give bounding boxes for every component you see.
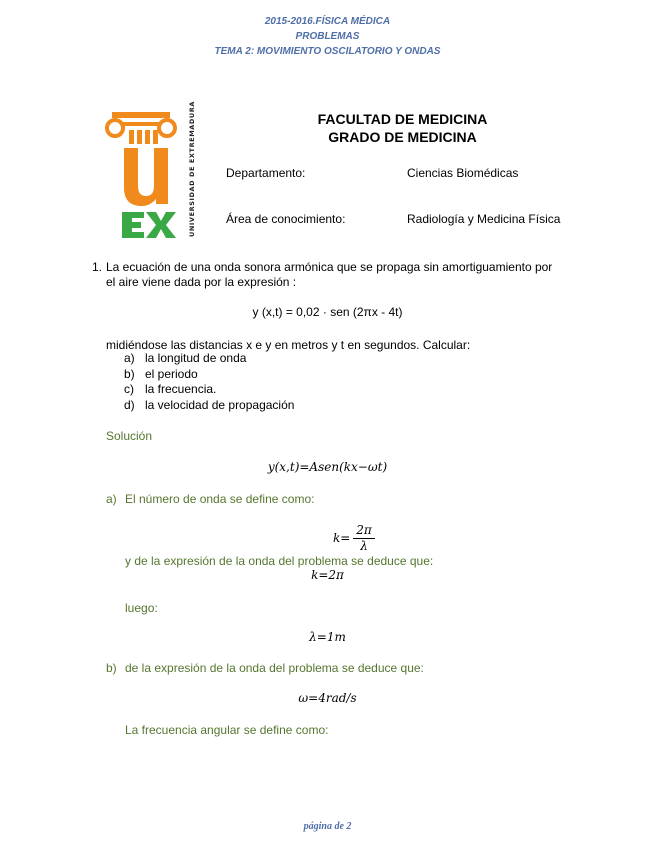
header-section: PROBLEMAS: [295, 31, 360, 42]
logo-emblem-icon: [102, 100, 202, 240]
degree-title: GRADO DE MEDICINA: [328, 129, 477, 145]
area-value: Radiología y Medicina Física: [407, 212, 561, 226]
wavenumber-value: k=2π: [311, 568, 344, 582]
department-label: Departamento:: [226, 166, 306, 180]
part-b-text: de la expresión de la onda del problema se deduce que:: [125, 661, 424, 675]
list-item-marker: b): [124, 367, 135, 381]
department-value: Ciencias Biomédicas: [407, 166, 519, 180]
general-wave-equation: y(x,t)=Asen(kx−ωt): [267, 460, 388, 474]
list-item-marker: a): [124, 351, 135, 365]
part-a-text: El número de onda se define como:: [125, 492, 315, 506]
angular-frequency-value: ω=4rad/s: [298, 691, 357, 705]
wavenumber-lhs: k=: [333, 531, 351, 545]
faculty-title: FACULTAD DE MEDICINA: [317, 111, 488, 127]
page-footer: página de 2: [303, 821, 352, 832]
wavenumber-denominator: λ: [360, 539, 368, 553]
luego-text: luego:: [125, 601, 158, 615]
frequency-definition-text: La frecuencia angular se define como:: [125, 723, 329, 737]
solution-title: Solución: [106, 429, 153, 443]
area-label: Área de conocimiento:: [226, 212, 346, 226]
problem-number: 1.: [92, 260, 103, 274]
list-item: la longitud de onda: [145, 351, 247, 365]
university-logo: [102, 100, 202, 240]
list-item: el periodo: [145, 367, 198, 381]
problem-statement-line-1: La ecuación de una onda sonora armónica que se propaga sin amortiguamiento por: [106, 260, 553, 274]
deduce-text: y de la expresión de la onda del problema se deduce que:: [125, 554, 434, 568]
part-b-marker: b): [106, 661, 117, 675]
list-item: la frecuencia.: [145, 382, 217, 396]
part-a-marker: a): [106, 492, 117, 506]
list-item-marker: c): [124, 382, 134, 396]
wavelength-value: λ=1m: [309, 630, 346, 644]
problem-equation: y (x,t) = 0,02 · sen (2πx - 4t): [252, 305, 403, 319]
problem-units-line: midiéndose las distancias x e y en metros y t en segundos. Calcular:: [106, 338, 471, 352]
logo-vertical-text: UNIVERSIDAD DE EXTREMADURA: [188, 100, 196, 237]
header-course: 2015-2016.FÍSICA MÉDICA: [264, 16, 391, 27]
header-topic: TEMA 2: MOVIMIENTO OSCILATORIO Y ONDAS: [214, 46, 441, 57]
list-item: la velocidad de propagación: [145, 398, 295, 412]
problem-statement-line-2: el aire viene dada por la expresión :: [106, 275, 297, 289]
list-item-marker: d): [124, 398, 135, 412]
wavenumber-numerator: 2π: [356, 523, 372, 537]
